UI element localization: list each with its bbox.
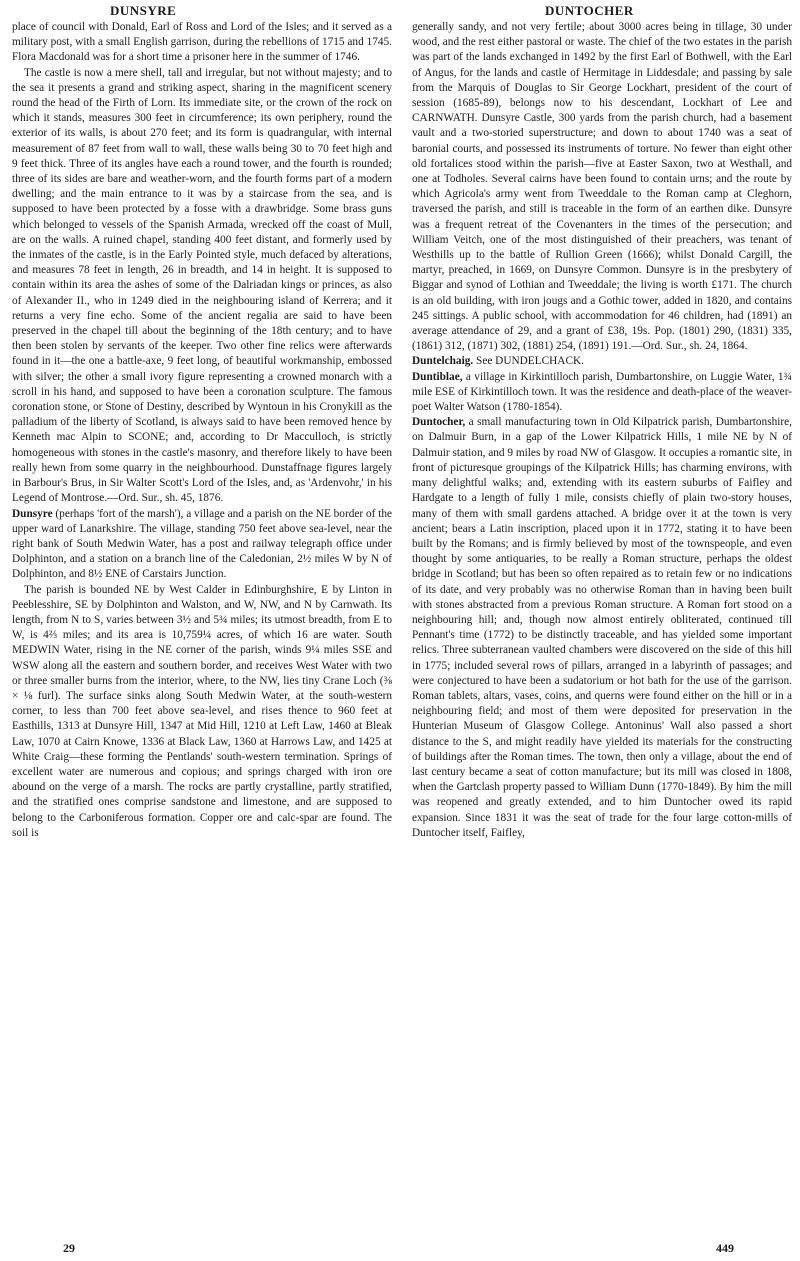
dunstaffnage-castle-paragraph: The castle is now a mere shell, tall and irregular, but not without majesty; and to the sea it presents a grand and striking aspect, sharing in the magnificent scenery round the head of the Firth of Lorn. Its immediate site, or the crown of the rock on which it stands, measures 300 feet in circumference; its own periphery, round the exterior of its walls, is about 270 feet; and its form is quadrangular, with internal measurement of 87 feet from wall to wall, these walls being 30 to 70 feet high and 9 feet thick. Three of its angles have each a round tower, and the fourth is rounded; three of its sides are bare and weather-worn, and the fourth forms part of a modern dwelling; and the main entrance to it was by a staircase from the sea, and is supposed to have been protected by a fosse with a drawbridge. Some brass guns which belonged to vessels of the Spanish Armada, wrecked off the coast of Mull, are on the walls. A ruined chapel, standing 400 feet distant, and formerly used by the inmates of the castle, is in the Early Pointed style, much defaced by alterations, and measures 78 feet in length, 26 in breadth, and 14 in height. It is supposed to contain within its area the ashes of some of the Dalriadan kings or princes, as also of Alexander II., who in 1249 died in the neighbouring island of Kerrera; and it returns a very fine echo. Some of the ancient regalia are said to have been preserved in the chapel till about the beginning of the 18th century; and to have then been stolen by servants of the keeper. Two other fine relics were afterwards found in it—the one a battle-axe, 9 feet long, of beautiful workmanship, embossed with silver; the other a small ivory figure representing a crowned monarch with a scroll in his hand, and supposed to have been a coronation sculpture. The famous coronation stone, or Stone of Destiny, described by Wyntoun in his Cronykill as the palladium of the liberty of Scotland, is always said to have been removed hence by Kenneth mac Alpin to SCONE; and, according to Dr Macculloch, is strictly homogeneous with stones in the castle's masonry, and therefore likely to have been really hewn from some quarry in the neighbourhood. Dunstaffnage figures largely in Barbour's Brus, in Sir Walter Scott's Lord of the Isles, and, as 'Ardenvohr,' in his Legend of Montrose.—Ord. Sur., sh. 45, 1876. <box>12 66 392 505</box>
right-column <box>412 20 792 1242</box>
duntiblae-headword: Duntiblae, <box>412 370 463 383</box>
dunsyre-parish-paragraph: The parish is bounded NE by West Calder in Edinburghshire, E by Linton in Peeblesshire, SE by Dolphinton and Walston, and W, NW, and N by Carnwath. Its length, from N to S, varies between 3½ and 5¾ miles; its utmost breadth, from E to W, is 4⅔ miles; and its area is 10,759¼ acres, of which 16 are water. South MEDWIN Water, rising in the NE corner of the parish, winds 9¼ miles SSE and WSW along all the eastern and southern border, and receives West Water with two or three smaller burns from the interior, where, to the NW, lies tiny Crane Loch (⅜ × ⅛ furl). The surface sinks along South Medwin Water, at the south-western corner, to less than 700 feet above sea-level, and rises thence to 960 feet at Easthills, 1313 at Dunsyre Hill, 1347 at Mid Hill, 1210 at Left Law, 1460 at Bleak Law, 1070 at Cairn Knowe, 1336 at Black Law, 1360 at Harrows Law, and 1425 at White Craig—these forming the Pentlands' south-western termination. Springs of excellent water are numerous and copious; and springs charged with iron ore abound on the verge of a marsh. The rocks are partly crystalline, partly stratified, and the stratified ones comprise sandstone and limestone, and are supposed to belong to the Carboniferous formation. Copper ore and calc-spar are found. The soil is <box>12 583 392 839</box>
dunsyre-entry-text: (perhaps 'fort of the marsh'), a village and a parish on the NE border of the upper ward of Lanarkshire. The village, standing 750 feet above sea-level, near the right bank of South Medwin Water, has a post and railway telegraph office under Dolphinton, and a station on a branch line of the Caledonian, 2½ miles W by N of Dolphinton, and 8½ ENE of Carstairs Junction. <box>12 507 392 581</box>
dunsyre-entry <box>12 507 392 583</box>
left-column <box>12 20 392 1242</box>
duntocher-entry-text: a small manufacturing town in Old Kilpatrick parish, Dumbartonshire, on Dalmuir Burn, in a gap of the Lower Kilpatrick Hills, 1 mile NE by N of Dalmuir station, and 9 miles by road NW of Glasgow. It occupies a romantic site, in front of picturesque groupings of the Kilpatrick Hills; has charming environs, with many delightful walks; and, extending with its eastern suburbs of Faifley and Hardgate to a length of fully 1 mile, consists chiefly of plain two-story houses, many of them with small gardens attached. A bridge over it at the town is very ancient; bears a Latin inscription, placed upon it in 1772, stating it to have been built by the Romans; and is firmly believed by most of the townspeople, and even thought by some antiquaries, to be really a Roman structure, perhaps the oldest bridge in Scotland; but has been so often repaired as to retain few or no indications of its date, and very probably was no otherwise Roman than in having been built with stones abstracted from a previous Roman structure. A Roman fort stood on a neighbouring hill; and, though now almost entirely obliterated, continued till Pennant's time (1772) to be distinctly traceable, and has yielded some important relics. Three subterranean vaulted chambers were discovered on the side of this hill in 1775; included several rows of pillars, arranged in a labyrinth of passages; and were conjectured to have been a sudatorium or hot bath for the use of the garrison. Roman tablets, altars, vases, coins, and querns were found either on the hill or in a neighbouring field; and most of them were deposited for preservation in the Hunterian Museum of Glasgow College. Antoninus' Wall also passed a short distance to the S, and might readily have yielded its materials for the constructing of buildings after the Roman times. The town, then only a village, about the end of last century became a seat of cotton manufacture; but its mill was closed in 1808, when the Gartclash property passed to William Dunn (1770-1849). By him the mill was reopened and greatly extended, and to him Duntocher owed its rapid expansion. Since 1831 it was the seat of trade for the four large cotton-mills of Duntocher itself, Faifley, <box>412 416 792 839</box>
right-running-head: DUNTOCHER <box>545 3 634 18</box>
duntelchaig-headword: Duntelchaig. <box>412 355 474 368</box>
dunstaffnage-continuation: place of council with Donald, Earl of Ross and Lord of the Isles; and it served as a military post, with a small English garrison, during the rebellions of 1715 and 1745. Flora Macdonald was for a short time a prisoner here in the summer of 1746. <box>12 21 392 64</box>
duntiblae-entry <box>412 370 792 416</box>
duntelchaig-entry <box>412 354 792 369</box>
duntocher-headword: Duntocher, <box>412 416 466 429</box>
dunsyre-headword: Dunsyre <box>12 507 53 520</box>
right-page-number: 449 <box>716 1241 734 1255</box>
left-page-number: 29 <box>63 1241 75 1255</box>
duntelchaig-entry-text: See DUNDELCHACK. <box>476 355 584 368</box>
dunsyre-continuation: generally sandy, and not very fertile; about 3000 acres being in tillage, 30 under wood, and the rest either pastoral or waste. The chief of the two estates in the parish was part of the lands exchanged in 1492 by the first Earl of Bothwell, with the Earl of Angus, for the lands and castle of Hermitage in Liddesdale; and passing by sale from the Marquis of Douglas to Sir George Lockhart, president of the court of session (1685-89), belongs now to his descendant, Lockhart of Lee and CARNWATH. Dunsyre Castle, 300 yards from the parish church, had a basement vault and a two-storied superstructure; and down to about 1740 was a seat of baronial courts, and possessed its instruments of torture. No fewer than eight other old fortalices stood within the parish—five at Easter Saxon, two at Westhall, and one at Todholes. Several cairns have been found to contain urns; and the route by which Agricola's army went from Tweeddale to the Roman camp at Cleghorn, traversed the parish, and still is traceable in the form of an earthen dike. Dunsyre was a frequent retreat of the Covenanters in the times of the persecution; and William Veitch, one of the most distinguished of their preachers, was tenant of Westhills up to the battle of Rullion Green (1666); whilst Donald Cargill, the martyr, preached, in 1669, on Dunsyre Common. Dunsyre is in the presbytery of Biggar and synod of Lothian and Tweeddale; the living is worth £171. The church is an old building, with iron jougs and a Gothic tower, added in 1820, and contains 245 sittings. A public school, with accommodation for 46 children, had (1891) an average attendance of 29, and a grant of £38, 19s. Pop. (1801) 290, (1831) 335, (1861) 312, (1871) 302, (1881) 254, (1891) 191.—Ord. Sur., sh. 24, 1864. <box>412 21 792 353</box>
duntocher-entry <box>412 415 792 841</box>
duntiblae-entry-text: a village in Kirkintilloch parish, Dumbartonshire, on Luggie Water, 1¾ mile ESE of Kirkintilloch town. It was the residence and death-place of the weaver-poet Walter Watson (1780-1854). <box>412 370 792 414</box>
left-running-head: DUNSYRE <box>110 3 177 18</box>
